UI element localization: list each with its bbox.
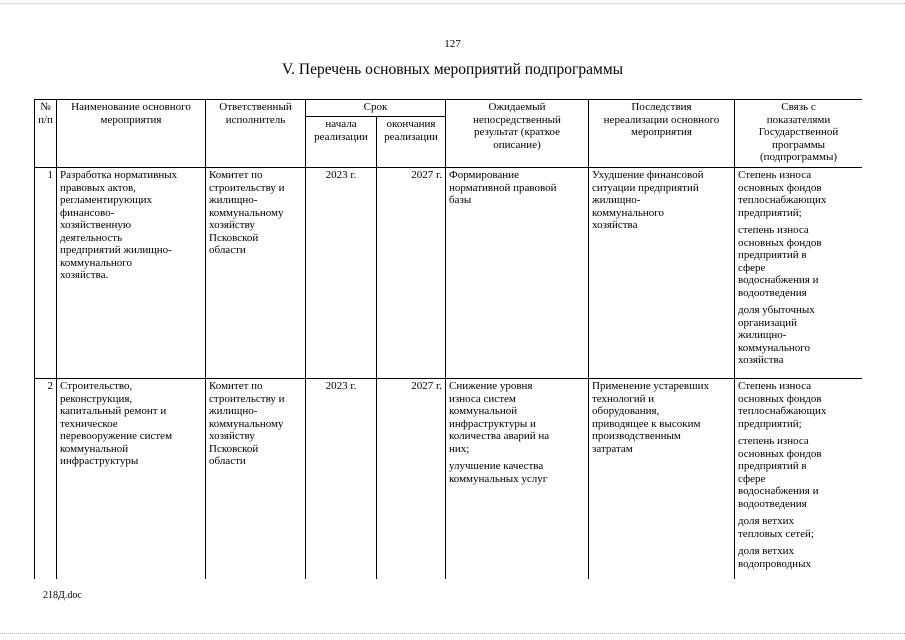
header-consequences: Последствия нереализации основного мероприятия xyxy=(589,100,735,168)
row-2-start: 2023 г. xyxy=(306,379,377,580)
row-2-link xyxy=(735,379,863,580)
header-name: Наименование основного мероприятия xyxy=(57,100,206,168)
row-1-link-2: степень износа основных фондов предприятий в сфере водоснабжения и водоотведения xyxy=(738,224,822,299)
row-2-executor: Комитет по строительству и жилищно- коммунальному хозяйству Псковской области xyxy=(206,379,306,580)
header-executor: Ответственный исполнитель xyxy=(206,100,306,168)
page-number: 127 xyxy=(444,38,461,50)
row-2-result-2: улучшение качества коммунальных услуг xyxy=(449,460,548,485)
row-1-link-1: Степень износа основных фондов теплоснабжающих предприятий; xyxy=(738,169,827,219)
row-1-result xyxy=(446,168,589,379)
row-2-result-1: Снижение уровня износа систем коммунальной инфраструктуры и количества аварий на них; xyxy=(449,380,550,455)
header-end: окончания реализации xyxy=(377,117,446,168)
measures-table xyxy=(34,99,862,579)
footer-filename: 218Д.doc xyxy=(43,590,82,601)
measures-table-wrap xyxy=(34,99,862,579)
row-2-end: 2027 г. xyxy=(377,379,446,580)
row-1-start: 2023 г. xyxy=(306,168,377,379)
row-2-link-1: Степень износа основных фондов теплоснабжающих предприятий; xyxy=(738,380,827,430)
table-row xyxy=(35,168,863,379)
header-term: Срок xyxy=(306,100,446,117)
row-1-name: Разработка нормативных правовых актов, регламентирующих финансово- хозяйственную деятельность предприятий жилищно- коммунального хозяйства. xyxy=(57,168,206,379)
row-2-link-4: доля ветхих водопроводных xyxy=(738,545,811,570)
row-2-link-2: степень износа основных фондов предприятий в сфере водоснабжения и водоотведения xyxy=(738,435,822,510)
header-result: Ожидаемый непосредственный результат (краткое описание) xyxy=(446,100,589,168)
row-2-num: 2 xyxy=(35,379,57,580)
row-2-name: Строительство, реконструкция, капитальный ремонт и техническое перевооружение систем коммунальной инфраструктуры xyxy=(57,379,206,580)
header-link: Связь с показателями Государственной программы (подпрограммы) xyxy=(735,100,863,168)
header-num: № п/п xyxy=(35,100,57,168)
row-2-link-3: доля ветхих тепловых сетей; xyxy=(738,515,814,540)
row-1-result-1: Формирование нормативной правовой базы xyxy=(449,169,557,206)
row-1-num: 1 xyxy=(35,168,57,379)
row-1-end: 2027 г. xyxy=(377,168,446,379)
row-2-result xyxy=(446,379,589,580)
row-1-consequences: Ухудшение финансовой ситуации предприятий жилищно- коммунального хозяйства xyxy=(589,168,735,379)
row-1-link xyxy=(735,168,863,379)
page-title: V. Перечень основных мероприятий подпрограммы xyxy=(281,61,624,78)
header-start: начала реализации xyxy=(306,117,377,168)
scan-edge-bottom xyxy=(0,633,905,634)
row-2-consequences: Применение устаревших технологий и оборудования, приводящее к высоким производственным затратам xyxy=(589,379,735,580)
row-1-executor: Комитет по строительству и жилищно- коммунальному хозяйству Псковской области xyxy=(206,168,306,379)
scan-edge-top xyxy=(0,3,905,4)
row-1-link-3: доля убыточных организаций жилищно- коммунального хозяйства xyxy=(738,304,815,366)
table-row xyxy=(35,379,863,580)
